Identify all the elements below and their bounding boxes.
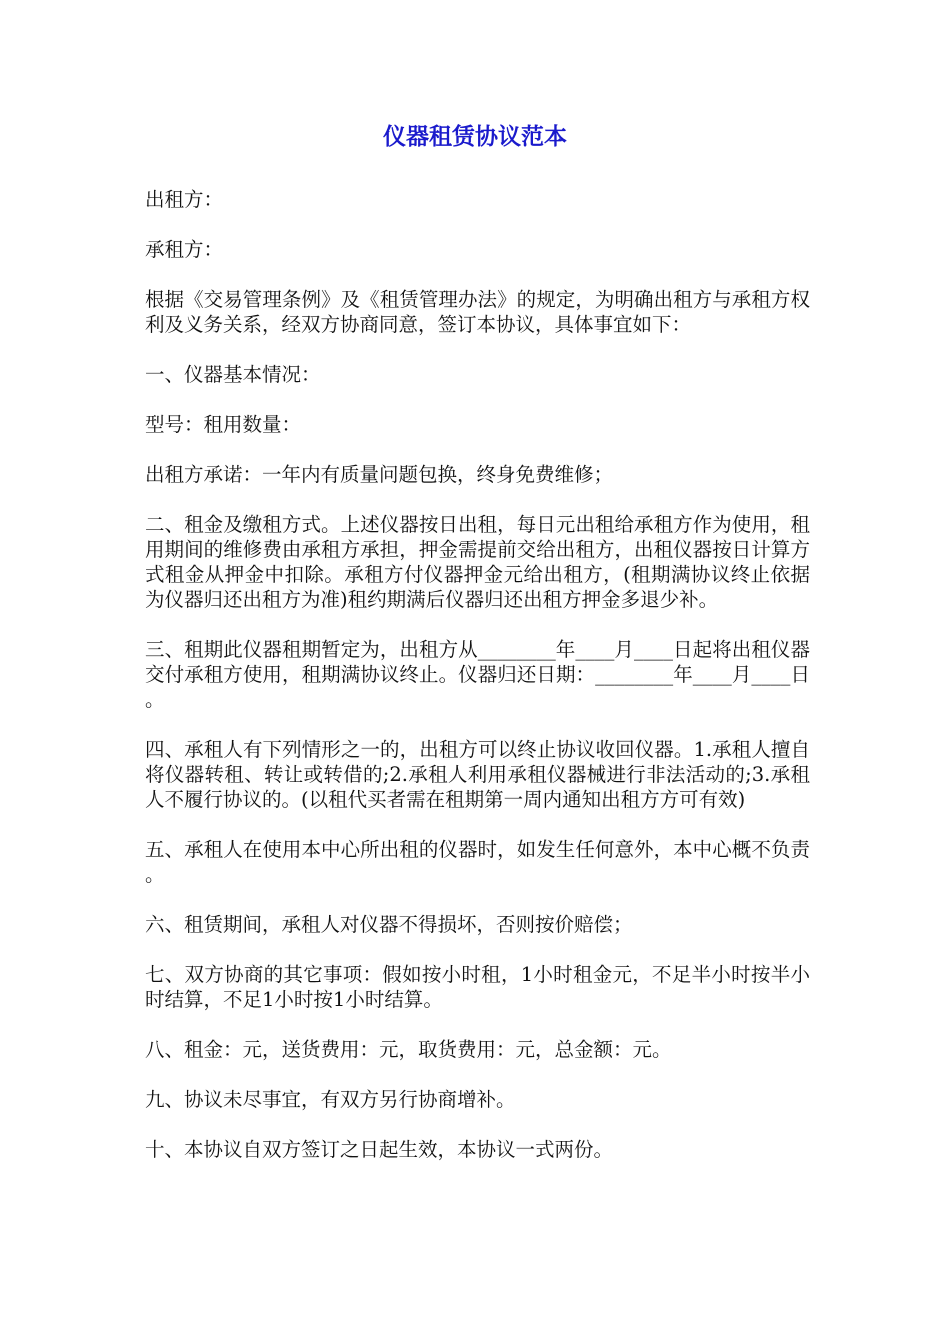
paragraph-model: 型号：租用数量： bbox=[145, 413, 302, 436]
paragraph-section-8: 八、租金：元，送货费用：元，取货费用：元，总金额：元。 bbox=[145, 1038, 672, 1061]
paragraph-commitment: 出租方承诺：一年内有质量问题包换，终身免费维修； bbox=[145, 463, 614, 486]
paragraph-section-10: 十、本协议自双方签订之日起生效，本协议一式两份。 bbox=[145, 1138, 614, 1161]
paragraph-lessee: 承租方： bbox=[145, 238, 224, 261]
paragraph-section-2: 二、租金及缴租方式。上述仪器按日出租，每日元出租给承租方作为使用，租用期间的维修费由承租方承担，押金需提前交给出租方，出租仪器按日计算方式租金从押金中扣除。承租方付仪器押金元给出租方，(租期满协议终止依据为仪器归还出租方为准)租约期满后仪器归还出租方押金多退少补。 bbox=[145, 513, 810, 611]
paragraph-preamble: 根据《交易管理条例》及《租赁管理办法》的规定，为明确出租方与承租方权利及义务关系，经双方协商同意，签订本协议，具体事宜如下： bbox=[145, 288, 810, 336]
paragraph-section-3: 三、租期此仪器租期暂定为，出租方从________年____月____日起将出租仪器交付承租方使用，租期满协议终止。仪器归还日期：________年____月____日。 bbox=[145, 638, 810, 711]
paragraph-section-9: 九、协议未尽事宜，有双方另行协商增补。 bbox=[145, 1088, 516, 1111]
document-body bbox=[145, 187, 810, 1187]
document-title: 仪器租赁协议范本 bbox=[383, 124, 567, 150]
paragraph-section-5: 五、承租人在使用本中心所出租的仪器时，如发生任何意外，本中心概不负责。 bbox=[145, 838, 810, 886]
paragraph-section-1: 一、仪器基本情况： bbox=[145, 363, 321, 386]
paragraph-lessor: 出租方： bbox=[145, 188, 224, 211]
paragraph-section-7: 七、双方协商的其它事项：假如按小时租，1小时租金元，不足半小时按半小时结算，不足1小时按1小时结算。 bbox=[145, 963, 810, 1011]
paragraph-section-4: 四、承租人有下列情形之一的，出租方可以终止协议收回仪器。1.承租人擅自将仪器转租、转让或转借的;2.承租人利用承租仪器械进行非法活动的;3.承租人不履行协议的。(以租代买者需在租期第一周内通知出租方方可有效) bbox=[145, 738, 810, 811]
paragraph-section-6: 六、租赁期间，承租人对仪器不得损坏，否则按价赔偿； bbox=[145, 913, 633, 936]
